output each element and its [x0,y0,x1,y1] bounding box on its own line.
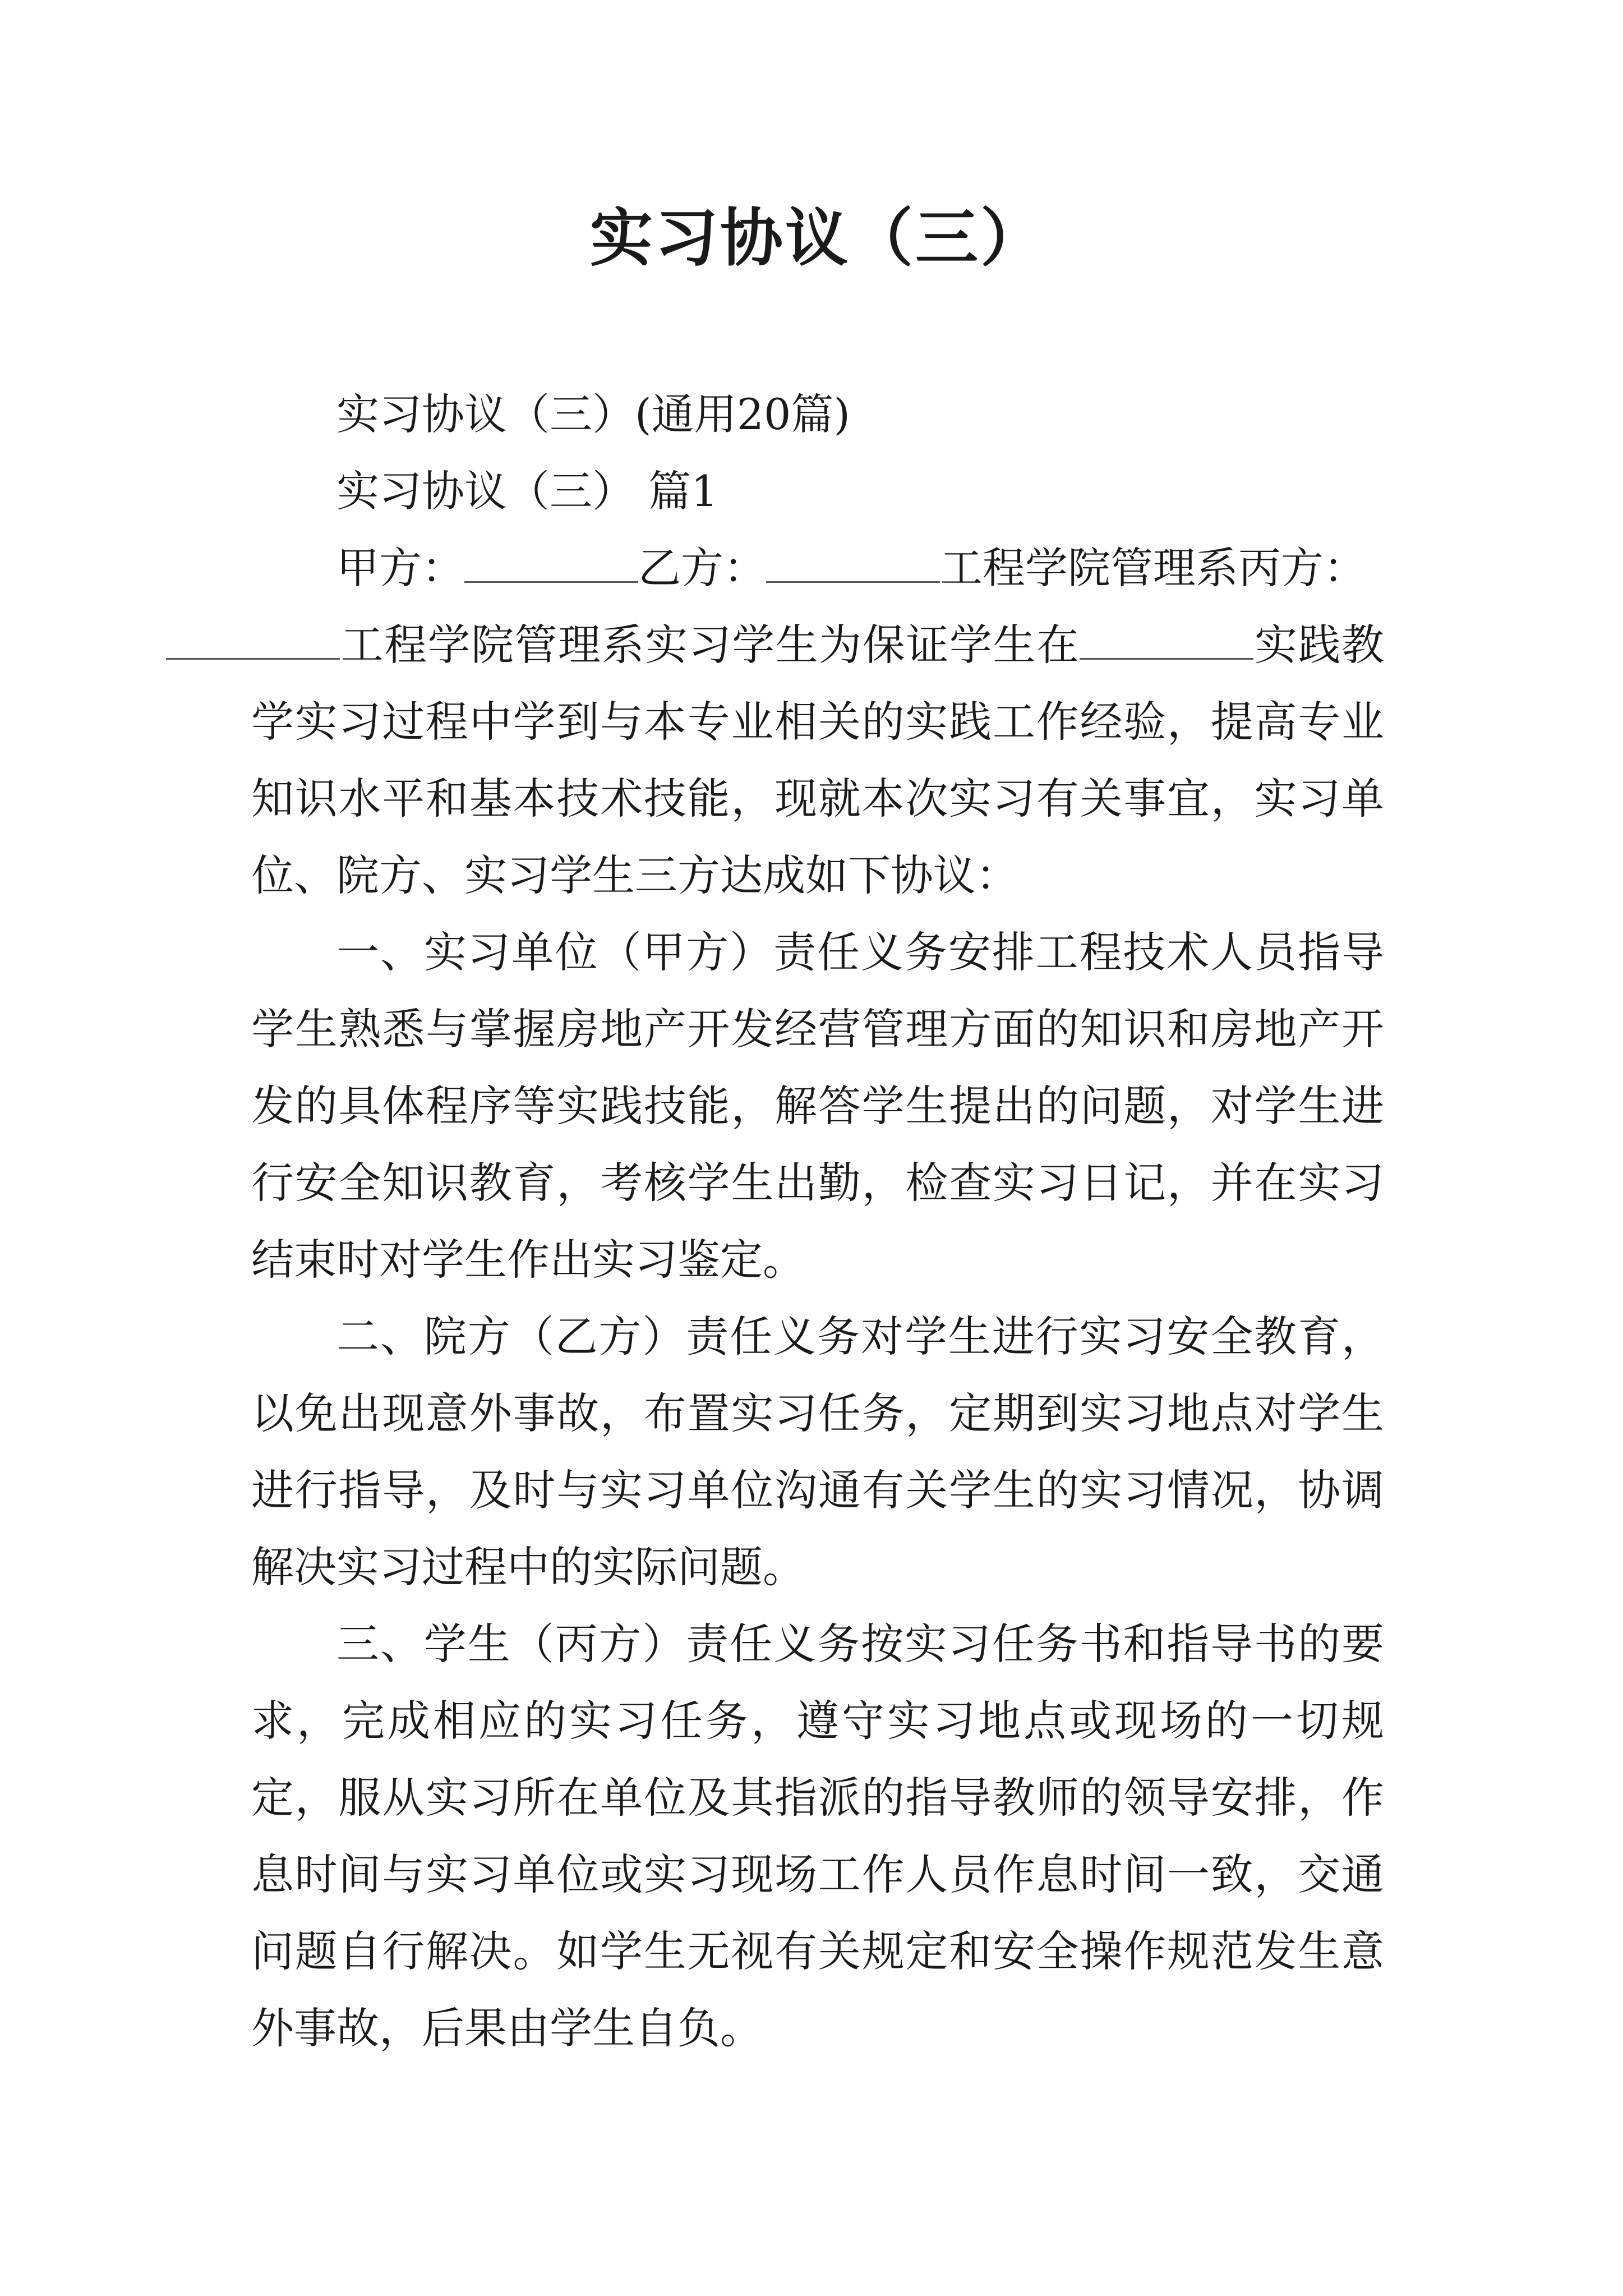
parties-continuation: 工程学院管理系实习学生为保证学生在 [340,620,1080,670]
clause-2: 二、院方（乙方）责任义务对学生进行实习安全教育，以免出现意外事故，布置实习任务，定期到实习地点对学生进行指导，及时与实习单位沟通有关学生的实习情况，协调解决实习过程中的实际问题。 [251,1312,1384,1592]
subtitle-line: 实习协议（三）(通用20篇) [336,389,851,439]
party-a-blank [464,542,638,583]
clause-3: 三、学生（丙方）责任义务按实习任务书和指导书的要求，完成相应的实习任务，遵守实习地点或现场的一切规定，服从实习所在单位及其指派的指导教师的领导安排，作息时间与实习单位或实习现场工作人员作息时间一致，交通问题自行解决。如学生无视有关规定和安全操作规范发生意外事故，后果由学生自负。 [251,1619,1384,2053]
party-c-label: 工程学院管理系丙方： [940,543,1366,593]
clause-1: 一、实习单位（甲方）责任义务安排工程技术人员指导学生熟悉与掌握房地产开发经营管理方面的知识和房地产开发的具体程序等实践技能，解答学生提出的问题，对学生进行安全知识教育，考核学生出勤，检查实习日记，并在实习结束时对学生作出实习鉴定。 [251,927,1384,1285]
document-body [251,376,1384,2067]
intro-rest: 实践教学实习过程中学到与本专业相关的实践工作经验，提高专业知识水平和基本技术技能，现就本次实习有关事宜，实习单位、院方、实习学生三方达成如下协议： [251,620,1385,900]
parties-paragraph [251,530,1384,914]
location-blank [1080,619,1253,660]
party-b-blank [766,542,940,583]
party-a-label: 甲方： [336,543,464,593]
party-c-blank [166,619,340,660]
document-title: 实习协议（三） [590,201,1045,275]
party-b-label: 乙方： [638,543,766,593]
section-heading: 实习协议（三） 篇1 [336,466,718,516]
